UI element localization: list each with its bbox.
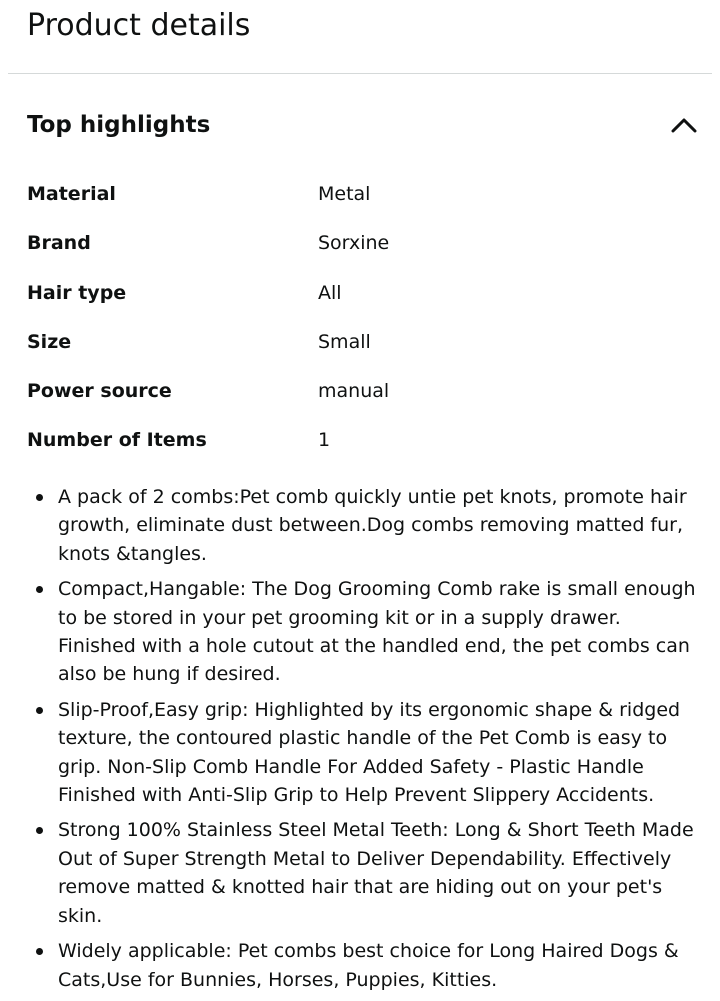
feature-bullet-text: Widely applicable: Pet combs best choice for Long Haired Dogs & Cats,Use for Bunnies, Horses, Puppies, Kitties. bbox=[58, 940, 679, 991]
section-divider bbox=[8, 73, 712, 74]
spec-label: Power source bbox=[27, 380, 172, 403]
spec-value: Small bbox=[318, 330, 371, 353]
section-title: Top highlights bbox=[27, 112, 211, 138]
top-highlights-header[interactable] bbox=[27, 106, 700, 144]
spec-label: Brand bbox=[27, 232, 91, 255]
spec-row-brand bbox=[27, 223, 687, 272]
spec-row-number-of-items bbox=[27, 420, 687, 469]
spec-row-size bbox=[27, 322, 687, 371]
bullet-dot-icon bbox=[36, 948, 43, 955]
bullet-dot-icon bbox=[36, 827, 43, 834]
bullet-dot-icon bbox=[36, 494, 43, 501]
bullet-dot-icon bbox=[36, 586, 43, 593]
page-title: Product details bbox=[27, 8, 251, 43]
spec-value: All bbox=[318, 281, 342, 304]
feature-bullet-text: Slip-Proof,Easy grip: Highlighted by its ergonomic shape & ridged texture, the contoured plastic handle of the Pet Comb is easy to grip. Non-Slip Comb Handle For Added Safety - Plastic Handle Finished with Anti-Slip Grip to Help Prevent Slippery Accidents. bbox=[58, 698, 681, 807]
spec-label: Material bbox=[27, 183, 116, 205]
spec-value: manual bbox=[318, 380, 390, 403]
feature-bullet-text: A pack of 2 combs:Pet comb quickly untie pet knots, promote hair growth, eliminate dust between.Dog combs removing matted fur, knots &tangles. bbox=[58, 486, 687, 565]
feature-bullet bbox=[27, 483, 697, 568]
feature-bullet-text: Strong 100% Stainless Steel Metal Teeth: Long & Short Teeth Made Out of Super Strength Metal to Deliver Dependability. Effectively remove matted & knotted hair that are hiding out on your pet's skin. bbox=[58, 819, 694, 927]
feature-bullet bbox=[27, 816, 697, 930]
feature-bullet bbox=[27, 575, 697, 689]
spec-row-hair-type bbox=[27, 273, 687, 322]
bullet-dot-icon bbox=[36, 707, 43, 714]
spec-label: Hair type bbox=[27, 281, 127, 304]
chevron-up-icon[interactable] bbox=[671, 114, 697, 136]
spec-value: Metal bbox=[318, 183, 371, 205]
feature-bullets bbox=[27, 483, 697, 1001]
feature-bullet-text: Compact,Hangable: The Dog Grooming Comb rake is small enough to be stored in your pet grooming kit or in a supply drawer. Finished with a hole cutout at the handled end, the pet combs can also be hung if desired. bbox=[58, 578, 696, 686]
spec-label: Size bbox=[27, 330, 72, 353]
spec-value: 1 bbox=[318, 429, 331, 452]
spec-label: Number of Items bbox=[27, 429, 207, 452]
feature-bullet bbox=[27, 696, 697, 810]
spec-value: Sorxine bbox=[318, 232, 390, 255]
spec-row-power-source bbox=[27, 371, 687, 420]
feature-bullet bbox=[27, 937, 697, 994]
spec-row-material bbox=[27, 174, 687, 223]
specs-table bbox=[27, 174, 687, 470]
